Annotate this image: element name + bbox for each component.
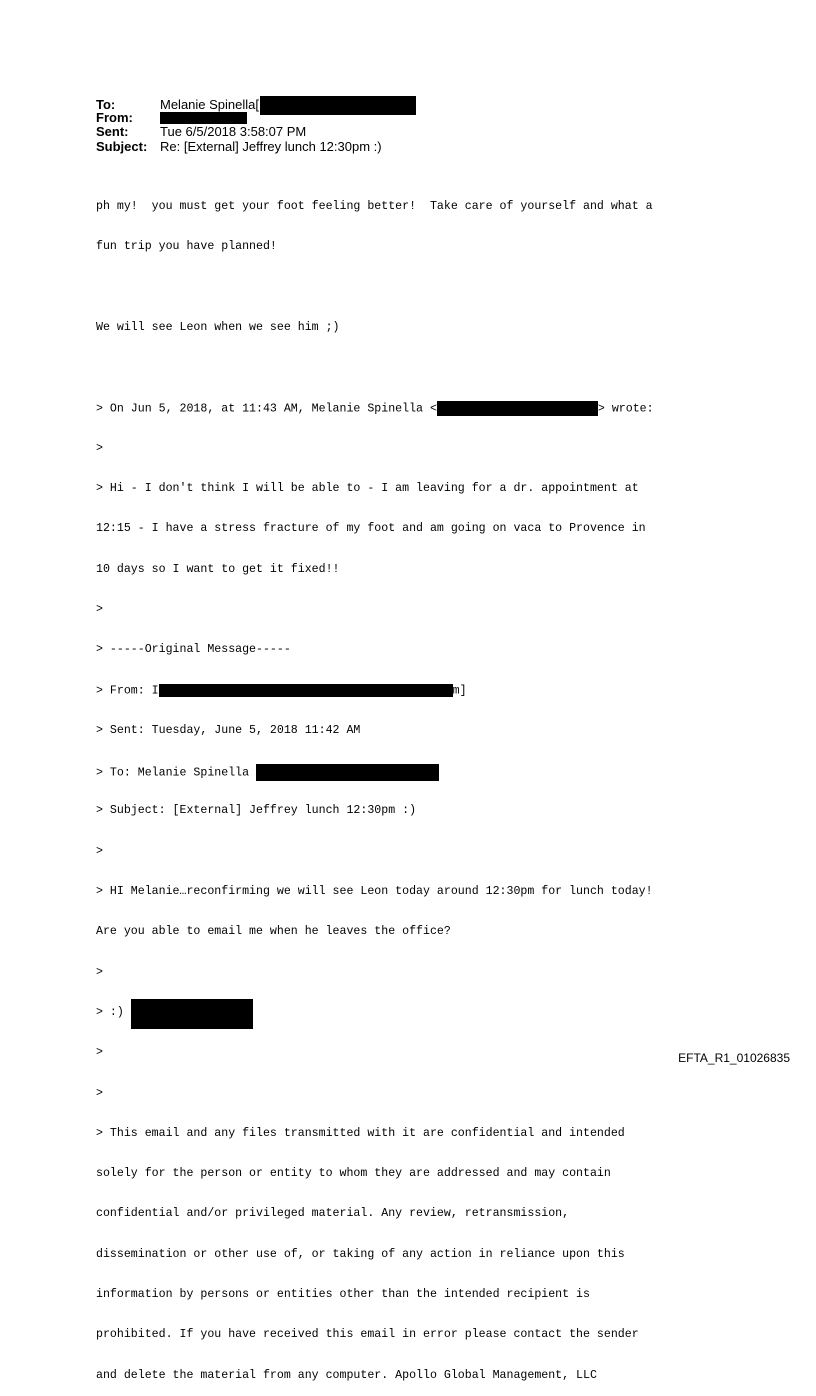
quote-line: >: [96, 441, 103, 455]
email-body: [96, 174, 654, 1396]
disclaimer-line: and delete the material from any computer. Apollo Global Management, LLC: [96, 1368, 597, 1382]
quote-line: >: [96, 965, 103, 979]
redaction-box: [131, 999, 253, 1029]
quote-text: > On Jun 5, 2018, at 11:43 AM, Melanie Spinella <: [96, 403, 437, 417]
disclaimer-line: > This email and any files transmitted with it are confidential and intended: [96, 1126, 625, 1140]
body-line: We will see Leon when we see him ;): [96, 320, 340, 334]
body-line: ph my! you must get your foot feeling better! Take care of yourself and what a: [96, 200, 653, 213]
disclaimer-line: solely for the person or entity to whom they are addressed and may contain: [96, 1167, 611, 1181]
subject-label: Subject:: [96, 138, 148, 154]
quote-line: >: [96, 844, 103, 858]
quote-line: > -----Original Message-----: [96, 643, 291, 657]
redaction-box: [159, 684, 453, 697]
quote-line: >: [96, 602, 103, 616]
quote-line: > HI Melanie…reconfirming we will see Leon today around 12:30pm for lunch today!: [96, 885, 653, 899]
quote-line: >: [96, 1086, 103, 1100]
quote-line: [96, 1006, 654, 1020]
from-row: [96, 111, 416, 126]
quote-text: > wrote:: [597, 403, 654, 417]
quote-line: > Subject: [External] Jeffrey lunch 12:30pm :): [96, 804, 417, 818]
body-line: fun trip you have planned!: [96, 240, 277, 254]
quote-line: 12:15 - I have a stress fracture of my foot and am going on vaca to Provence in: [96, 522, 646, 536]
from-label: From:: [96, 109, 133, 125]
sent-row: [96, 125, 416, 140]
disclaimer-line: dissemination or other use of, or taking of any action in reliance upon this: [96, 1247, 625, 1261]
quote-text: > To: Melanie Spinella: [96, 766, 250, 780]
quote-line: Are you able to email me when he leaves the office?: [96, 925, 451, 939]
quote-text: > :): [96, 1005, 124, 1019]
disclaimer-line: confidential and/or privileged material. Any review, retransmission,: [96, 1207, 570, 1221]
to-value: Melanie Spinella[: [160, 96, 260, 112]
document-id: EFTA_R1_01026835: [678, 1051, 790, 1065]
quote-text: > From: I: [96, 684, 159, 698]
redaction-box: [256, 764, 439, 781]
sent-label: Sent:: [96, 124, 129, 139]
email-header: [96, 96, 416, 154]
quote-line: 10 days so I want to get it fixed!!: [96, 562, 340, 576]
quote-text: m]: [452, 684, 467, 698]
quote-line: > Hi - I don't think I will be able to - I am leaving for a dr. appointment at: [96, 482, 639, 496]
redaction-box: [160, 112, 247, 124]
quote-line: >: [96, 1046, 103, 1060]
to-row: [96, 96, 416, 111]
subject-value: Re: [External] Jeffrey lunch 12:30pm :): [160, 138, 382, 154]
disclaimer-line: information by persons or entities other than the intended recipient is: [96, 1288, 590, 1302]
quote-line: [96, 764, 654, 778]
to-label: To:: [96, 96, 116, 112]
subject-row: [96, 140, 416, 155]
disclaimer-line: prohibited. If you have received this email in error please contact the sender: [96, 1328, 639, 1342]
quote-line: [96, 401, 654, 415]
redaction-box: [437, 401, 598, 416]
sent-value: Tue 6/5/2018 3:58:07 PM: [160, 124, 307, 139]
quote-line: [96, 684, 654, 698]
quote-line: > Sent: Tuesday, June 5, 2018 11:42 AM: [96, 723, 361, 737]
